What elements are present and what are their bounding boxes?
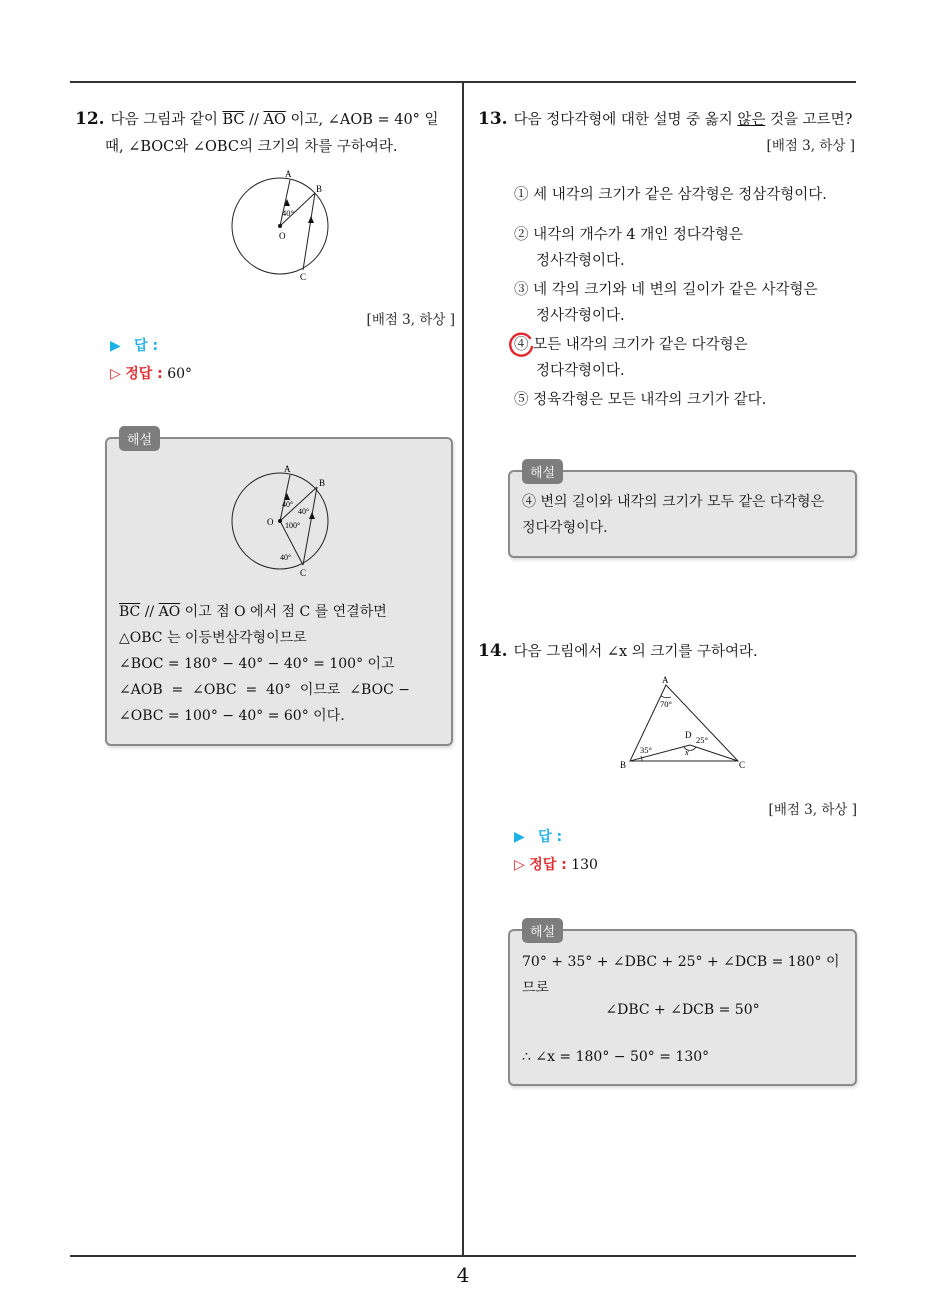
correct-label: 정답 :: [125, 366, 163, 382]
label-b: B: [620, 760, 627, 770]
explanation-tag: 해설: [522, 918, 563, 943]
question-text: 다음 그림에서 ∠x 의 크기를 구하여라.: [513, 644, 758, 660]
answer-row-q12: [110, 332, 158, 360]
correct-row-q14: [514, 851, 598, 879]
label-angle-2: 40°: [298, 507, 310, 516]
choice-mark: ②: [514, 227, 529, 243]
label-a: A: [284, 464, 291, 474]
question-13: [478, 106, 863, 154]
score-q12: [배점 3, 하상 ]: [366, 312, 455, 328]
page-number: 4: [456, 1263, 470, 1287]
circle-figure-explanation: [225, 459, 345, 579]
triangle-figure-q14: [612, 672, 762, 772]
choice-mark: ③: [514, 282, 529, 298]
explanation-tag: 해설: [119, 426, 160, 451]
question-number: 12.: [75, 109, 105, 129]
question-text: 이고, ∠AOB = 40° 일: [285, 112, 439, 128]
segment-bc: $\overline{BC}$: [222, 112, 245, 128]
correct-row-q12: [110, 360, 192, 388]
answer-label: 답 :: [538, 829, 563, 845]
question-text: 다음 정다각형에 대한 설명 중 옳지: [513, 112, 738, 128]
explanation-line: ∠AOB = ∠OBC = 40° 이므로 ∠BOC −: [119, 682, 410, 698]
explanation-line: [119, 599, 441, 625]
label-c: C: [739, 760, 746, 770]
selected-answer-circle-icon: [506, 330, 536, 360]
question-13-text: [478, 106, 863, 134]
label-b: B: [319, 478, 326, 488]
correct-value: 60°: [167, 366, 193, 382]
label-d: D: [685, 730, 692, 740]
label-angle-b: 35°: [640, 745, 652, 755]
explanation-tag: 해설: [522, 459, 563, 484]
question-text: 때, ∠BOC와 ∠OBC의 크기의 차를 구하여라.: [105, 139, 398, 155]
explanation-line: ④ 변의 길이와 내각의 크기가 모두 같은 다각형은: [522, 494, 825, 510]
label-angle-4: 40°: [280, 553, 292, 562]
choice-text-cont: 정사각형이다.: [536, 253, 625, 269]
correct-label: 정답 :: [529, 857, 567, 873]
outline-play-icon: ▷: [110, 366, 121, 382]
explanation-line: ∠BOC = 180° − 40° − 40° = 100° 이고: [119, 656, 395, 672]
question-14-text: [478, 638, 863, 666]
explanation-line: ∠DBC + ∠DCB = 50°: [605, 1002, 760, 1018]
underlined-word: 않은: [737, 112, 766, 128]
explanation-box-q12: [105, 433, 453, 746]
question-14: [478, 638, 863, 666]
label-c: C: [300, 568, 307, 578]
choice-text-cont: 정사각형이다.: [536, 308, 625, 324]
label-o: O: [279, 231, 286, 241]
choice-mark: ④: [514, 337, 529, 353]
label-a: A: [285, 169, 292, 179]
question-12-text: [75, 106, 457, 161]
play-icon: ▶: [110, 338, 121, 354]
outline-play-icon: ▷: [514, 857, 525, 873]
question-number: 14.: [478, 641, 508, 661]
question-text: 다음 그림과 같이: [110, 112, 223, 128]
correct-value: 130: [571, 857, 598, 873]
segment-bc: $\overline{BC}$: [119, 604, 141, 620]
choice-mark: ①: [514, 187, 529, 203]
segment-ao: $\overline{AO}$: [263, 112, 286, 128]
question-text: 것을 고르면?: [765, 112, 853, 128]
choice-2[interactable]: [514, 222, 743, 274]
choice-4[interactable]: [514, 332, 748, 384]
explanation-box-q14: [508, 925, 857, 1086]
choice-text: 정육각형은 모든 내각의 크기가 같다.: [533, 392, 767, 408]
choice-text-cont: 정다각형이다.: [536, 363, 625, 379]
explanation-line: 정다각형이다.: [522, 520, 608, 536]
parallel-symbol: //: [140, 604, 159, 620]
choice-3[interactable]: [514, 277, 818, 329]
segment-ao: $\overline{AO}$: [158, 604, 181, 620]
answer-label: 답 :: [134, 338, 159, 354]
choice-text: 세 내각의 크기가 같은 삼각형은 정삼각형이다.: [533, 187, 827, 203]
question-number: 13.: [478, 109, 508, 129]
play-icon: ▶: [514, 829, 525, 845]
choice-text: 내각의 개수가 4 개인 정다각형은: [533, 227, 743, 243]
explanation-line: 70° + 35° + ∠DBC + 25° + ∠DCB = 180° 이므로: [522, 954, 840, 996]
choice-1[interactable]: [514, 182, 827, 208]
score-q14: [배점 3, 하상 ]: [768, 802, 857, 818]
label-x: x: [685, 747, 689, 757]
label-angle: 40°: [282, 208, 294, 218]
parallel-symbol: //: [244, 112, 264, 128]
explanation-line: △OBC 는 이등변삼각형이므로: [119, 630, 307, 646]
explanation-text-q12: [119, 599, 441, 729]
explanation-line: ∴ ∠x = 180° − 50° = 130°: [522, 1049, 710, 1065]
answer-row-q14: [514, 823, 562, 851]
explanation-line: ∠OBC = 100° − 40° = 60° 이다.: [119, 708, 345, 724]
choice-text: 네 각의 크기와 네 변의 길이가 같은 사각형은: [533, 282, 818, 298]
label-angle-3: 100°: [285, 521, 301, 530]
choice-5[interactable]: [514, 387, 766, 413]
question-12: [75, 106, 457, 161]
choice-mark: ⑤: [514, 392, 529, 408]
choice-text: 모든 내각의 크기가 같은 다각형은: [533, 337, 748, 353]
label-o: O: [267, 517, 274, 527]
explanation-text: 이고 점 O 에서 점 C 를 연결하면: [180, 604, 387, 620]
label-b: B: [316, 184, 323, 194]
label-angle-c: 25°: [696, 735, 708, 745]
explanation-box-q13: [508, 466, 857, 558]
label-c: C: [300, 272, 307, 282]
label-a: A: [662, 675, 669, 685]
explanation-text-q13: [522, 489, 850, 541]
label-angle-a: 70°: [660, 699, 672, 709]
label-angle-1: 40°: [282, 500, 294, 509]
score-q13: [배점 3, 하상 ]: [766, 138, 855, 154]
circle-figure-q12: [225, 166, 345, 286]
column-divider: [462, 81, 464, 1256]
